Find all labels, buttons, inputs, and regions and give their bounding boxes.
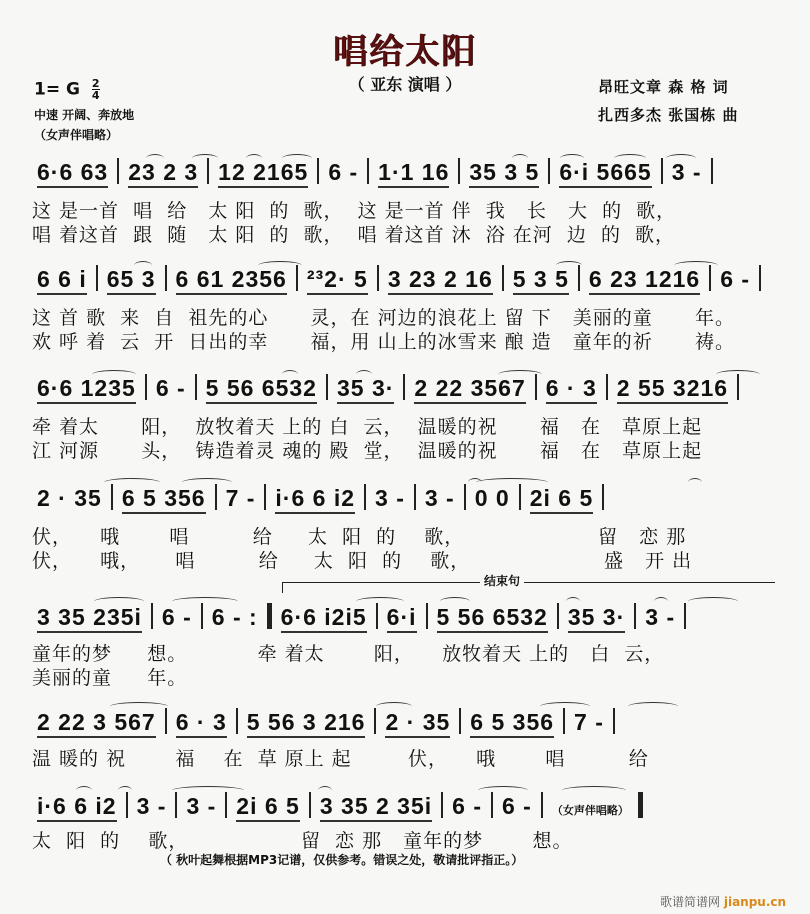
slur-mark [318,786,332,795]
slur-mark [172,786,244,795]
measure: 6 - [452,793,482,819]
slur-mark [688,597,738,606]
slur-mark [654,597,668,606]
notation-line [32,708,619,744]
bar-line [563,708,565,734]
end-phrase-bracket [282,582,775,593]
bar-line [264,484,266,510]
measure: ²³2· 5 [302,266,373,293]
slur-mark [688,478,702,487]
bar-line [151,603,153,629]
slur-mark [110,702,168,711]
measure: 23 2 3 [123,159,203,186]
measure: i·6 6 i2 [270,485,360,512]
measure: 5 56 3 216 [242,709,371,736]
bar-line [225,792,227,818]
measure: 6 · 3 [541,375,602,402]
measure: 3 35 235i [32,604,147,631]
bar-line [126,792,128,818]
measure: 3 - [375,485,405,511]
lyric-verse-1: 温 暖的 祝 福 在 草 原上 起 伏， 哦 唱 给 [32,748,649,770]
bar-line [374,708,376,734]
bar-line [491,792,493,818]
lyric-verse-2: 伏， 哦， 唱 给 太 阳 的 歌， 盛 开 出 [32,550,693,572]
measure: 6 - [155,375,186,401]
measure: 65 3 [102,266,161,293]
notation-line [32,265,765,301]
measure: 35 3· [563,604,630,631]
measure: i·6 6 i2 [32,793,122,820]
bar-line [215,484,217,510]
bar-line [414,484,416,510]
bar-line [661,158,663,184]
bar-line [502,265,504,291]
measure: 3 - [424,485,455,511]
measure: 6 5 356 [465,709,559,736]
slur-mark [94,597,144,606]
measure: 2 55 3216 [612,375,733,402]
slur-mark [134,261,152,270]
measure: 6 6 i [32,266,92,293]
lyric-verse-2: 江 河源 头， 铸造着灵 魂的 殿 堂， 温暖的祝 福 在 草原上起 [32,440,703,462]
site-watermark [660,893,786,910]
slur-mark [498,370,542,379]
bar-line [634,603,636,629]
bar-line [426,603,428,629]
composer-credit: 扎西多杰 张国栋 曲 [598,106,739,124]
bar-line [175,792,177,818]
measure: 5 56 6532 [201,375,322,402]
slur-mark [146,154,164,163]
song-title: 唱给太阳 [333,32,477,72]
watermark-en: jianpu.cn [723,895,787,909]
slur-mark [356,597,404,606]
slur-mark [440,597,470,606]
bar-line [759,265,761,291]
bar-line [377,265,379,291]
slur-mark [258,261,302,270]
slur-mark [478,786,528,795]
measure: 2 22 3 567 [32,709,161,736]
lyric-verse-2: 唱 着这首 跟 随 太 阳 的 歌， 唱 着这首 沐 浴 在河 边 的 歌， [32,224,676,246]
bar-line [519,484,521,510]
notation-line [32,792,647,828]
bar-line [711,158,713,184]
bar-line [364,484,366,510]
measure: 6·i [382,604,422,631]
bar-line [236,708,238,734]
slur-mark [246,154,262,163]
bar-line [165,708,167,734]
bar-line [602,484,604,510]
bar-line [309,792,311,818]
slur-mark [674,261,718,270]
bar-line [684,603,686,629]
measure: 6 · 3 [171,709,232,736]
lyric-verse-2: 欢 呼 着 云 开 日出的幸 福，用 山上的冰雪来 酿 造 童年的祈 祷。 [32,331,736,353]
measure: 35 3 5 [464,159,544,186]
measure: 3 - [645,604,676,630]
end-phrase-label: 结束句 [480,572,524,589]
lyric-verse-1: 太 阳 的 歌， 留 恋 那 童年的梦 想。 [32,830,573,852]
bar-line [613,708,615,734]
bar-line [145,374,147,400]
slur-mark [172,597,238,606]
singer-credit: （ 亚东 演唱 ） [348,75,462,94]
measure: 2i 6 5 [525,485,599,512]
slur-mark [556,261,582,270]
slur-mark [512,154,528,163]
slur-mark [560,154,584,163]
lyricist-credit: 昂旺文章 森 格 词 [598,78,729,96]
bar-line [441,792,443,818]
key-label: 1= G [34,79,80,100]
measure: 6 - [328,159,359,185]
time-sig-top: 2 [91,77,100,90]
notation-line [32,603,690,639]
measure: 12 2165 [213,159,313,186]
notation-line [32,374,743,410]
slur-mark [356,370,372,379]
slur-mark [476,478,548,487]
slur-mark [282,370,298,379]
omitted-part-note: （女声伴唱略） [34,128,119,142]
slur-mark [540,702,590,711]
tempo-marking: 中速 开阔、奔放地 [34,108,135,122]
measure: 5 56 6532 [432,604,553,631]
measure: 6·i 5665 [554,159,656,186]
lyric-verse-1: 这 是一首 唱 给 太 阳 的 歌， 这 是一首 伴 我 长 大 的 歌， [32,200,677,222]
measure: 6 5 356 [117,485,211,512]
measure: 3 - [671,159,702,185]
time-signature [92,78,100,101]
slur-mark [282,154,312,163]
bar-line [111,484,113,510]
measure: 6 - [502,793,532,819]
measure: 6 23 1216 [584,266,705,293]
slur-mark [182,478,232,487]
time-sig-bottom: 4 [91,89,100,102]
lyric-verse-1: 牵 着太 阳， 放牧着天 上的 白 云， 温暖的祝 福 在 草原上起 [32,416,703,438]
measure: 35 3· [332,375,399,402]
slur-mark [76,786,92,795]
slur-mark [376,702,412,711]
bar-line [317,158,319,184]
measure: 6·6 i2i5 [276,604,372,631]
slur-mark [192,154,218,163]
measure: 2 · 35 [37,485,102,511]
measure: 6·6 63 [32,159,113,186]
slur-mark [614,154,646,163]
measure: 6 61 2356 [171,266,292,293]
measure: 3 23 2 16 [383,266,498,293]
bar-line [117,158,119,184]
lyric-verse-2: 美丽的童 年。 [32,667,188,689]
repeat-bar-line [267,603,272,629]
bar-line [367,158,369,184]
bar-line [201,603,203,629]
slur-mark [92,370,136,379]
measure: 0 0 [474,485,510,511]
lyric-verse-1: 童年的梦 想。 牵 着太 阳， 放牧着天 上的 白 云， [32,643,665,665]
measure [547,793,634,820]
slur-mark [666,154,696,163]
slur-mark [566,597,580,606]
bar-line [376,603,378,629]
slur-mark [104,478,160,487]
measure: 1·1 16 [373,159,454,186]
final-bar-line [638,792,643,818]
notation-line [32,158,717,194]
bar-line [458,158,460,184]
slur-mark [118,786,132,795]
lyric-verse-1: 这 首 歌 来 自 祖先的心 灵，在 河边的浪花上 留 下 美丽的童 年。 [32,307,736,329]
bar-line [96,265,98,291]
slur-mark [562,786,626,795]
bar-line [403,374,405,400]
bar-line [548,158,550,184]
measure: 2i 6 5 [231,793,305,820]
bar-line [541,792,543,818]
measure: 3 - [186,793,217,819]
bar-line [165,265,167,291]
measure: 3 - [136,793,167,819]
bar-line [464,484,466,510]
key-signature [34,78,100,101]
measure: 6 - : [211,604,258,630]
measure: 6 - [161,604,192,630]
slur-mark [716,370,760,379]
bar-line [195,374,197,400]
bar-line [557,603,559,629]
measure: 7 - [225,485,256,511]
measure: 3 35 2 35i [315,793,437,820]
measure: 5 3 5 [508,266,574,293]
bar-line [459,708,461,734]
notation-line [32,484,608,520]
slur-mark [628,702,678,711]
measure: 2 · 35 [380,709,455,736]
measure: 6 - [720,266,751,292]
measure: 7 - [574,709,604,735]
transcription-footnote: （ 秋叶起舞根据MP3记谱，仅供参考。错误之处，敬请批评指正。） [160,853,524,867]
bar-line [326,374,328,400]
measure: 2 22 3567 [409,375,530,402]
bar-line [606,374,608,400]
omitted-part-note: （女声伴唱略） [551,804,629,817]
watermark-cn: 歌谱简谱网 [660,895,721,909]
measure: 6·6 1235 [32,375,141,402]
lyric-verse-1: 伏， 哦 唱 给 太 阳 的 歌， 留 恋 那 [32,526,687,548]
